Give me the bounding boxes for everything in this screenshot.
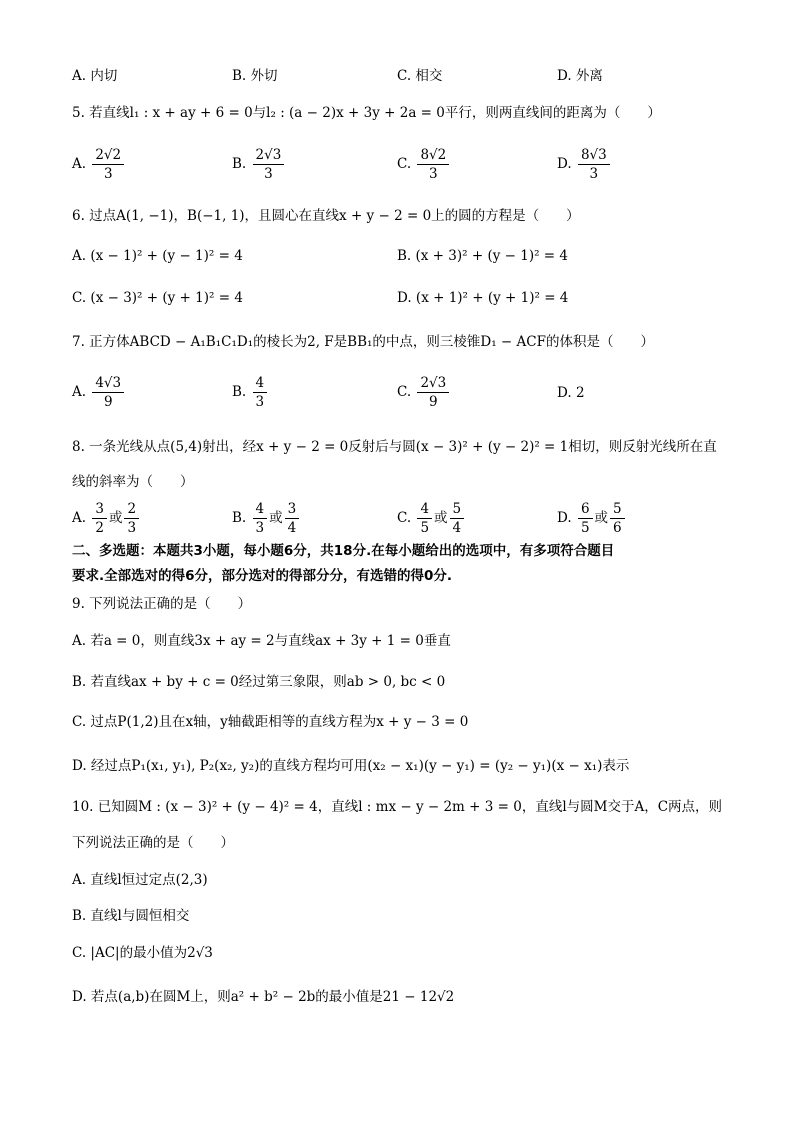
- q8-option-a: A. $\frac{3}{2}$ 或 $\frac{2}{3}$: [72, 500, 141, 537]
- section2-heading-line1: 二、多选题：本题共3小题，每小题6分，共18分.在每小题给出的选项中，有多项符合题目: [72, 543, 615, 559]
- q4-option-c: C. 相交: [397, 68, 443, 84]
- q10-stem-line1: 10. 已知圆M : (x − 3)² + (y − 4)² = 4，直线l : mx − y − 2m + 3 = 0，直线l与圆M交于A，C两点，则: [72, 799, 723, 815]
- q10-option-d: D. 若点(a,b)在圆M上，则a² + b² − 2b的最小值是21 − 12√2: [72, 989, 455, 1005]
- q8-option-b: B. $\frac{4}{3}$ 或 $\frac{3}{4}$: [232, 500, 301, 537]
- q9-option-a: A. 若a = 0，则直线3x + ay = 2与直线ax + 3y + 1 = 0垂直: [72, 633, 451, 649]
- q8-option-d: D. $\frac{6}{5}$ 或 $\frac{5}{6}$: [557, 500, 627, 537]
- q5-stem: 5. 若直线l₁ : x + ay + 6 = 0与l₂ : (a − 2)x + 3y + 2a = 0平行，则两直线间的距离为（ ）: [72, 105, 661, 121]
- q9-stem: 9. 下列说法正确的是（ ）: [72, 596, 252, 612]
- q10-option-b: B. 直线l与圆恒相交: [72, 908, 190, 924]
- q10-option-c: C. |AC|的最小值为2√3: [72, 945, 213, 961]
- q7-option-b: B. $\frac{4}{3}$: [232, 374, 269, 411]
- q9-option-b: B. 若直线ax + by + c = 0经过第三象限，则ab > 0, bc < 0: [72, 674, 446, 690]
- q8-option-c: C. $\frac{4}{5}$ 或 $\frac{5}{4}$: [397, 500, 466, 537]
- q7-option-d: D. 2: [557, 385, 585, 401]
- q10-option-a: A. 直线l恒过定点(2,3): [72, 872, 208, 888]
- q5-option-a: A. $\frac{2√2}{3}$: [72, 146, 126, 183]
- q6-option-d: D. (x + 1)² + (y + 1)² = 4: [397, 290, 569, 306]
- q9-option-c: C. 过点P(1,2)且在x轴，y轴截距相等的直线方程为x + y − 3 = 0: [72, 714, 469, 730]
- q8-stem-line2: 线的斜率为（ ）: [72, 474, 194, 490]
- section2-heading-line2: 要求.全部选对的得6分，部分选对的得部分分，有选错的得0分.: [72, 568, 453, 584]
- q4-option-b: B. 外切: [232, 68, 278, 84]
- q6-stem: 6. 过点A(1, −1)，B(−1, 1)，且圆心在直线x + y − 2 = 0上的圆的方程是（ ）: [72, 208, 580, 224]
- q7-option-a: A. $\frac{4√3}{9}$: [72, 374, 126, 411]
- q8-stem-line1: 8. 一条光线从点(5,4)射出，经x + y − 2 = 0反射后与圆(x − 3)² + (y − 2)² = 1相切，则反射光线所在直: [72, 439, 717, 455]
- q4-option-a: A. 内切: [72, 68, 118, 84]
- q5-option-d: D. $\frac{8√3}{3}$: [557, 146, 612, 183]
- q4-option-d: D. 外离: [557, 68, 603, 84]
- q7-stem: 7. 正方体ABCD − A₁B₁C₁D₁的棱长为2, F是BB₁的中点，则三棱锥D₁ − ACF的体积是（ ）: [72, 334, 654, 350]
- q6-option-a: A. (x − 1)² + (y − 1)² = 4: [72, 248, 243, 264]
- q5-option-c: C. $\frac{8√2}{3}$: [397, 146, 451, 183]
- q6-option-b: B. (x + 3)² + (y − 1)² = 4: [397, 248, 568, 264]
- q10-stem-line2: 下列说法正确的是（ ）: [72, 835, 234, 851]
- q9-option-d: D. 经过点P₁(x₁, y₁), P₂(x₂, y₂)的直线方程均可用(x₂ − x₁)(y − y₁) = (y₂ − y₁)(x − x₁)表示: [72, 758, 630, 774]
- q7-option-c: C. $\frac{2√3}{9}$: [397, 374, 451, 411]
- q5-option-b: B. $\frac{2√3}{3}$: [232, 146, 286, 183]
- q6-option-c: C. (x − 3)² + (y + 1)² = 4: [72, 290, 243, 306]
